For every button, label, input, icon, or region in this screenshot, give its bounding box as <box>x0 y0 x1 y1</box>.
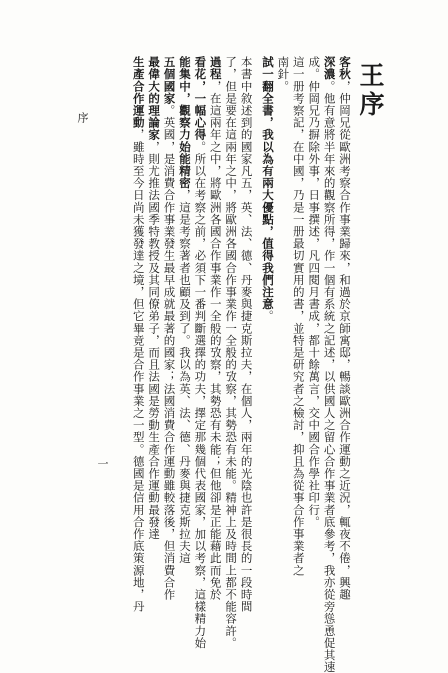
text-column <box>161 56 177 601</box>
emphasis-text: 生產合作運動 <box>131 56 146 129</box>
text-column <box>337 56 352 601</box>
text-run: ，在這兩年之中，將歐洲各國合作事業作一全般的攷察，其勢恐有未能；但他卻是正能藉此而免於 <box>208 80 223 601</box>
text-column <box>321 56 337 673</box>
text-run: 。所以在考察之前，必須下一番判斷選擇的功夫，擇定那幾個代表國家，加以考察，這樣精力始 <box>193 140 208 649</box>
text-run: 南針。 <box>276 56 291 93</box>
text-column <box>306 56 321 586</box>
emphasis-text: ，一幅心得 <box>193 80 208 141</box>
emphasis-text: 深濃 <box>322 56 337 81</box>
emphasis-text: 能集中，觀察力始能精密 <box>177 56 192 190</box>
text-run: 。英國，是消費合作事業發生最早成就最著的國家；法國消費合作運動雖較落後，但消費合作 <box>162 104 177 601</box>
text-run: 成。仲岡兄乃摒除外事，日事撰述，凡四閱月書成，都十餘萬言，交中國合作學社印行。 <box>307 56 322 528</box>
text-column <box>207 56 223 601</box>
text-column <box>290 56 305 586</box>
text-run: ，則尤推法國季特教授及其同僚弟子，而且法國是勞動生產合作運動最發達 <box>147 140 162 541</box>
text-column <box>223 56 239 649</box>
text-run: ，雖時至今日尚未獲發達之境，但它畢竟是合作事業之一型。德國是信用合作底策源地，丹 <box>131 128 146 613</box>
emphasis-text: 試一翻全書，我以為有兩大優點，值得我們注意 <box>260 56 275 311</box>
text-column <box>192 56 208 649</box>
text-run: 這一册考察記，在中國，乃是一册最切實用的書，並特是研究者之檢討，抑且為從事合作事業者之 <box>291 56 306 577</box>
emphasis-text: 看花 <box>193 56 208 81</box>
page-number: 一 <box>96 458 109 469</box>
text-run: ，這是考察著者也顧及到了。我以為英、法、德、丹麥與捷克斯拉夫這 <box>177 189 192 565</box>
text-column <box>254 56 260 586</box>
text-run: 。他有意將半年來的觀察所得，作一個有系統之記述，以供國人之留心合作事業者底參考，我亦從旁慫恿促其速 <box>322 80 337 673</box>
text-column <box>275 56 290 586</box>
running-header: 序 <box>76 112 89 125</box>
text-column <box>130 56 146 613</box>
emphasis-text: 最偉大的理論家 <box>147 56 162 141</box>
emphasis-text: 客秋 <box>338 56 352 81</box>
text-column <box>260 56 275 586</box>
text-run: ，仲岡兄從歐洲考察合作事業歸來，和過於京師寓邸，暢談歐洲合作運動之近況，輒夜不倦，興趣 <box>338 80 352 601</box>
text-run: 了，但是要在這兩年之中，將歐洲各國合作事業作一全般的攷察，其勢恐有未能。精神上及時間上都不能容許。 <box>224 56 239 649</box>
text-run: 本書中敘述到的國家凡五，英、法、德、丹麥與捷克斯拉夫，在個人，兩年的光陰也許是很長的一段時間 <box>239 56 254 613</box>
text-column <box>177 56 192 586</box>
text-run: 。 <box>260 310 275 323</box>
emphasis-text: 過程 <box>208 56 223 81</box>
text-column <box>238 56 254 613</box>
page-title: 王序 <box>356 62 385 120</box>
body-text <box>130 56 352 673</box>
text-column <box>146 56 161 586</box>
emphasis-text: 五個國家 <box>162 56 177 105</box>
